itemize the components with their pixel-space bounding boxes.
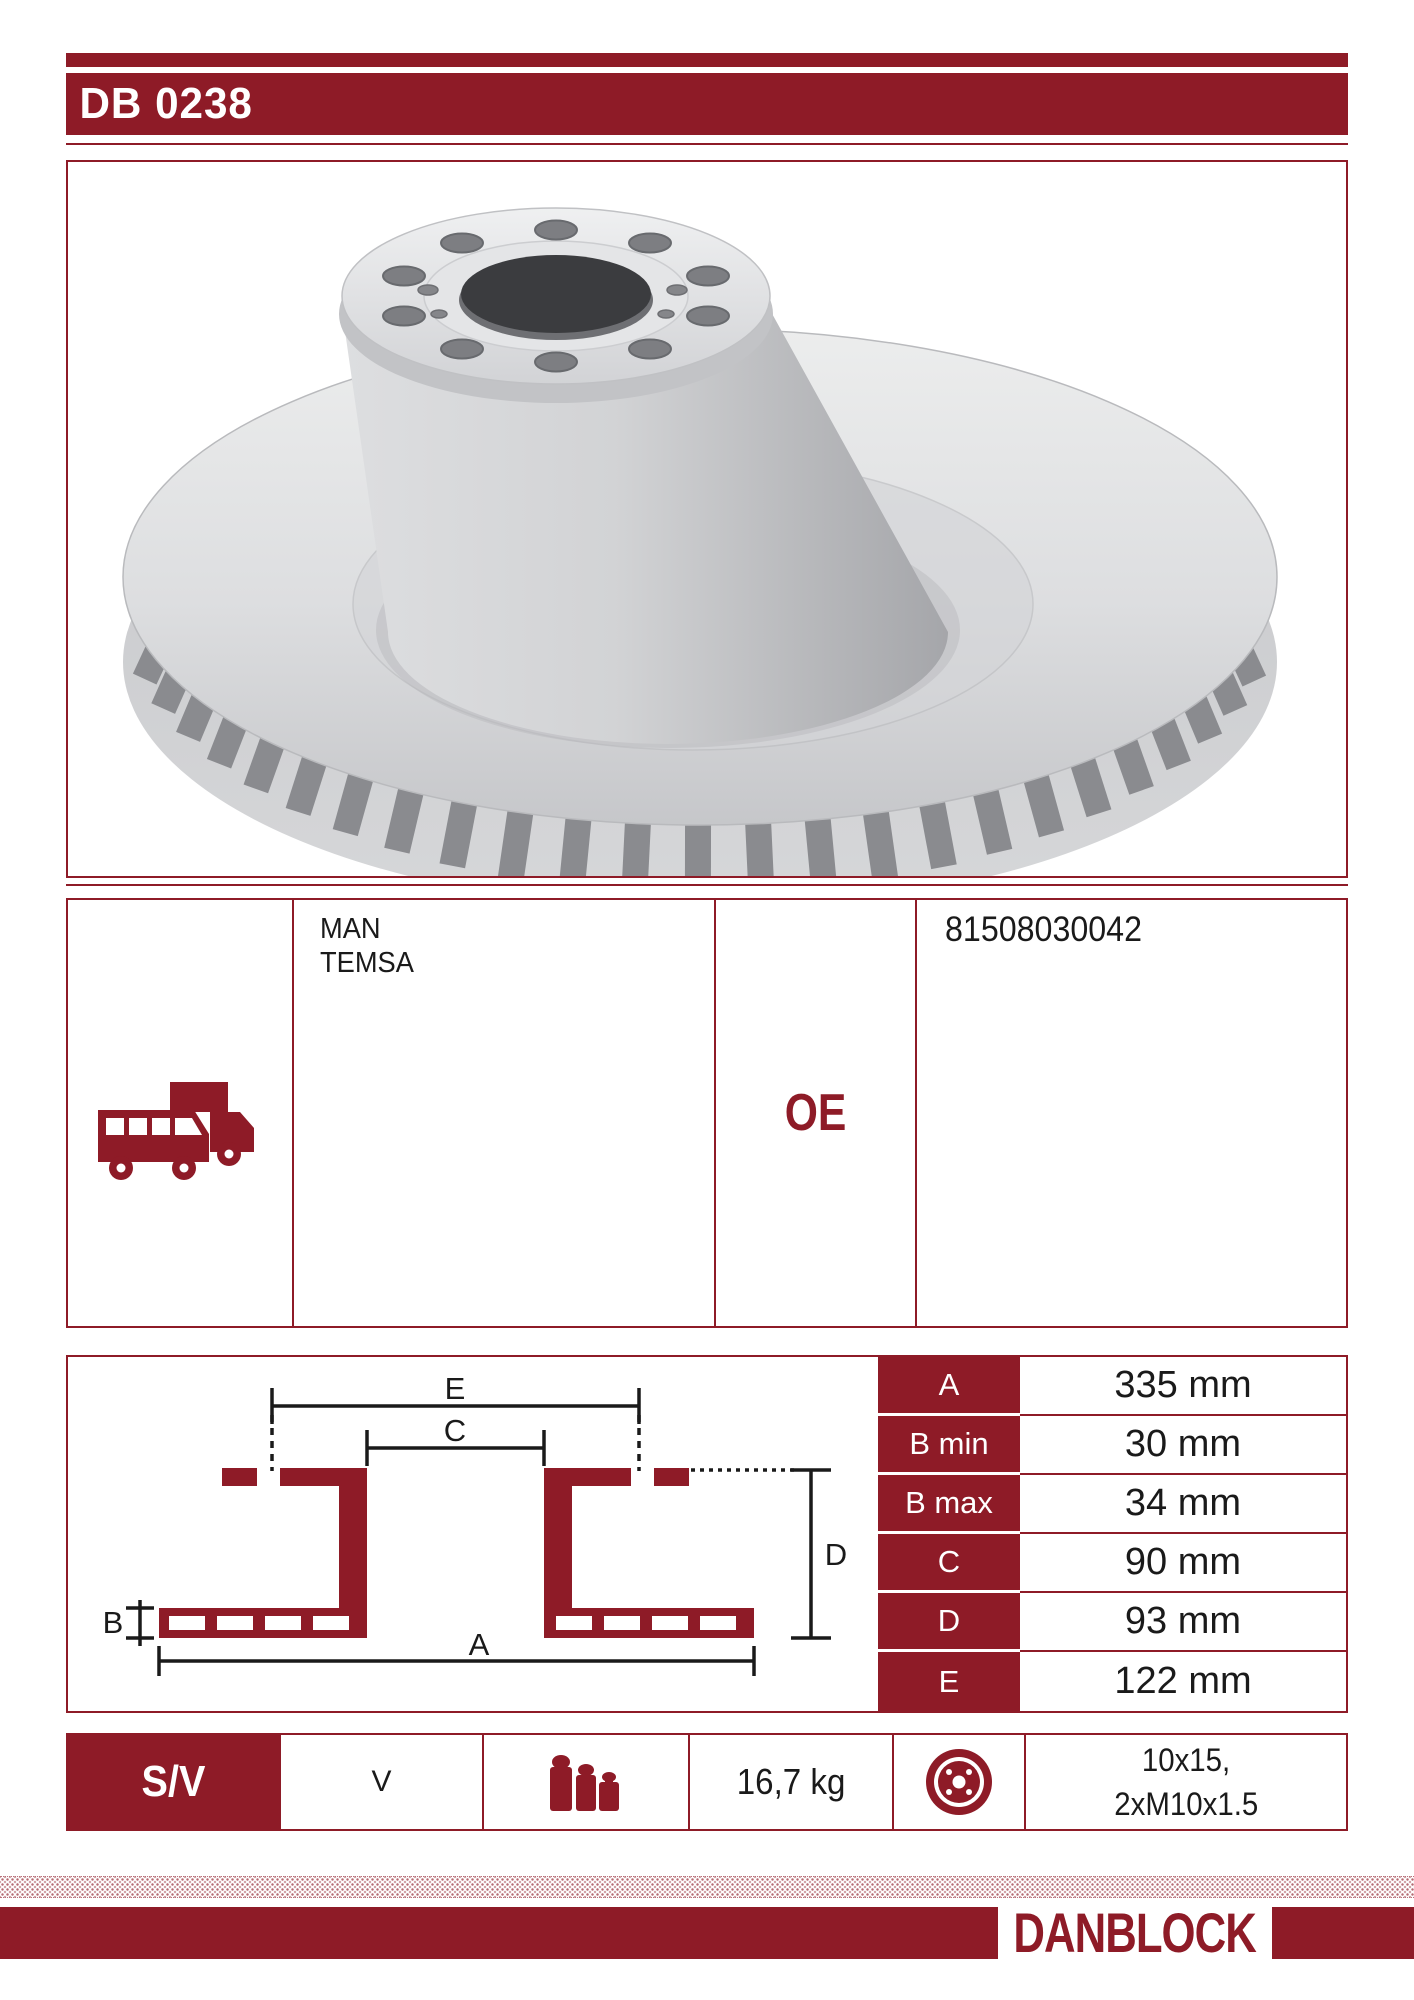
center-bore [461,255,651,333]
image-underline [66,884,1348,886]
vehicle-type-cell [68,900,292,1326]
footer-bar-left [0,1907,998,1959]
header-underline [66,143,1348,145]
weight-icon-cell [482,1735,688,1829]
dim-value: 122 mm [1114,1660,1252,1702]
cross-section-diagram [74,1371,874,1701]
bus-truck-icon [94,1078,266,1192]
dimensions-section [66,1355,1348,1713]
dim-name: B max [878,1475,1020,1534]
brake-disc-render [68,162,1346,876]
dim-label-c: C [443,1413,467,1448]
weight-value: 16,7 kg [736,1761,846,1802]
dim-label-a: A [468,1627,490,1662]
table-row [878,1593,1346,1652]
manufacturers-cell [292,900,714,1326]
product-image-box [66,160,1348,878]
pattern-band [0,1876,1414,1898]
fitting-line: 2xM10x1.5 [1113,1786,1259,1822]
dim-name: E [878,1652,1020,1711]
fitting-cell [1024,1735,1346,1829]
header-bar [66,73,1348,135]
dim-name: C [878,1534,1020,1593]
page-title: DB 0238 [79,79,253,128]
footer-bar-right [1272,1907,1414,1959]
dim-label-d: D [824,1537,848,1572]
dim-value: 30 mm [1020,1416,1346,1475]
version-value: V [371,1765,392,1798]
brand-logo [998,1901,1272,1965]
oe-numbers-cell [915,900,1346,1326]
top-strip [66,53,1348,67]
table-row [878,1475,1346,1534]
dim-label-b: B [102,1605,124,1640]
footer-bar [0,1901,1414,1965]
oe-label: OE [784,1084,847,1142]
dimensions-table [878,1357,1346,1711]
brand-name: DANBLOCK [1013,1901,1257,1965]
applications-table [66,898,1348,1328]
disc-section-shape [159,1468,754,1638]
weights-icon [547,1751,625,1813]
dim-label-e: E [444,1371,466,1406]
manufacturer-name: TEMSA [320,947,414,979]
table-row [878,1357,1346,1416]
table-row [878,1652,1346,1711]
oe-number: 81508030042 [945,910,1142,949]
dim-name: D [878,1593,1020,1652]
dim-value: 335 mm [1020,1357,1346,1416]
brake-disc-icon [925,1748,993,1816]
disc-icon-cell [892,1735,1024,1829]
dim-value: 93 mm [1020,1593,1346,1652]
sv-cell [68,1735,279,1829]
dim-name: B min [878,1416,1020,1475]
dim-name: A [878,1357,1020,1416]
dim-value: 90 mm [1020,1534,1346,1593]
version-cell [279,1735,482,1829]
table-row [878,1534,1346,1593]
table-row [878,1416,1346,1475]
fitting-line: 10x15, [1141,1742,1231,1778]
weight-value-cell [688,1735,892,1829]
oe-label-cell [714,900,915,1326]
dim-value: 34 mm [1020,1475,1346,1534]
manufacturer-name: MAN [320,913,381,945]
specs-row [66,1733,1348,1831]
sv-label: S/V [141,1757,206,1806]
